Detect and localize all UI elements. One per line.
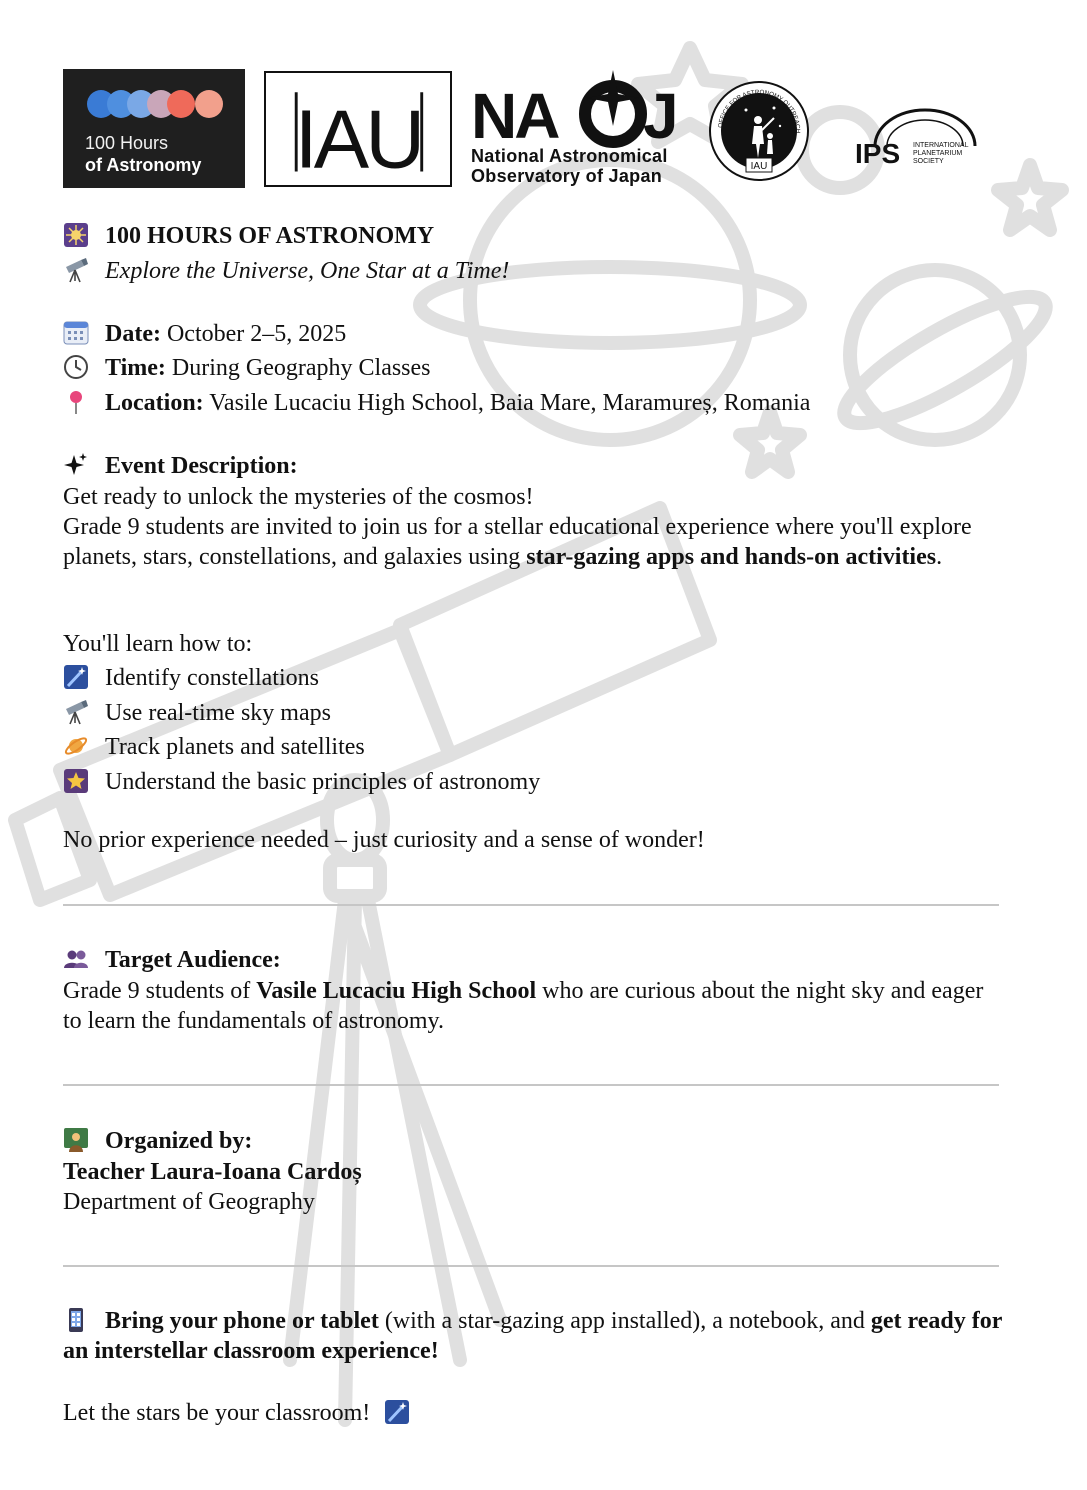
round-pushpin-icon xyxy=(63,389,89,415)
learn-item-text: Track planets and satellites xyxy=(105,734,365,760)
learn-item-text: Identify constellations xyxy=(105,665,319,691)
signoff-text: Let the stars be your classroom! xyxy=(63,1400,371,1426)
date-value: October 2–5, 2025 xyxy=(166,321,347,347)
organizer-heading xyxy=(63,1126,252,1156)
busts-icon xyxy=(63,946,89,972)
learn-item xyxy=(63,767,540,797)
audience-heading-text: Target Audience: xyxy=(105,947,281,973)
description-highlight: star-gazing apps and hands-on activities xyxy=(526,544,937,570)
partner-logos xyxy=(63,68,983,190)
oao-iau-text: IAU xyxy=(750,161,768,172)
closing-line: No prior experience needed – just curiosity and a sense of wonder! xyxy=(63,827,705,853)
school-name: Vasile Lucaciu High School xyxy=(256,978,537,1004)
audience-heading xyxy=(63,945,281,975)
organizer-department: Department of Geography xyxy=(63,1189,315,1215)
description-intro: Get ready to unlock the mysteries of the cosmos! xyxy=(63,484,534,510)
colored-dots-icon xyxy=(85,88,225,120)
location-line xyxy=(63,388,810,418)
location-label: Location: xyxy=(105,390,204,416)
audience-body: Grade 9 students of Vasile Lucaciu High School who are curious about the night sky and eager to learn the fundamentals of astronomy. xyxy=(63,978,984,1034)
signoff xyxy=(63,1398,410,1428)
naoj-mark-icon xyxy=(471,68,691,148)
naoj-name-line1: National Astronomical xyxy=(471,146,668,166)
oao-ring-text: OFFICE FOR ASTRONOMY OUTREACH xyxy=(717,88,802,134)
shooting-star-icon xyxy=(384,1399,410,1425)
description-body: Grade 9 students are invited to join us for a stellar educational experience where you'll explore planets, stars, constellations, and galaxies using star-gazing apps and hands-on activities. xyxy=(63,514,972,570)
time-value: During Geography Classes xyxy=(171,355,431,381)
description-heading xyxy=(63,451,298,481)
time-line xyxy=(63,353,431,383)
divider xyxy=(63,904,999,906)
ringed-planet-icon xyxy=(63,733,89,759)
naoj-logo xyxy=(471,68,691,190)
title-text: 100 HOURS OF ASTRONOMY xyxy=(105,223,435,249)
description-heading-text: Event Description: xyxy=(105,453,298,479)
svg-text:J: J xyxy=(643,80,679,148)
learn-item xyxy=(63,698,331,728)
learn-item xyxy=(63,732,365,762)
learn-item xyxy=(63,663,319,693)
naoj-name-line2: Observatory of Japan xyxy=(471,166,663,186)
star-card-icon xyxy=(63,768,89,794)
organizer-heading-text: Organized by: xyxy=(105,1128,253,1154)
teacher-icon xyxy=(63,1127,89,1153)
divider xyxy=(63,1265,999,1267)
bring-ready-text: get ready for an interstellar classroom experience! xyxy=(63,1308,1002,1364)
shooting-star-icon xyxy=(63,664,89,690)
iau-logo xyxy=(264,71,452,187)
divider xyxy=(63,1084,999,1086)
mobile-phone-icon xyxy=(63,1307,89,1333)
bring-note: Bring your phone or tablet (with a star-gazing app installed), a notebook, and get ready for an interstellar classroom experience! xyxy=(63,1308,1002,1364)
date-label: Date: xyxy=(105,321,161,347)
location-value: Vasile Lucaciu High School, Baia Mare, Maramureș, Romania xyxy=(209,390,811,416)
learn-item-text: Understand the basic principles of astronomy xyxy=(105,769,541,795)
telescope-icon xyxy=(63,699,89,725)
description-body-text: Grade 9 students are invited to join us for a stellar educational experience where you'll explore planets, stars, constellations, and galaxies using xyxy=(63,514,972,570)
date-line xyxy=(63,319,346,349)
bring-phone-text: Bring your phone or tablet xyxy=(105,1308,379,1334)
time-label: Time: xyxy=(105,355,166,381)
tagline xyxy=(63,256,509,286)
event-title xyxy=(63,221,434,251)
svg-text:NA: NA xyxy=(471,80,558,148)
sparkles-icon xyxy=(63,452,89,478)
ips-subtitle: INTERNATIONAL PLANETARIUM SOCIETY xyxy=(913,142,969,165)
100-hours-of-astronomy-logo xyxy=(63,69,245,188)
telescope-icon xyxy=(63,257,89,283)
organizer-name: Teacher Laura-Ioana Cardoș xyxy=(63,1159,362,1185)
clock-icon xyxy=(63,354,89,380)
logo-text-line1: 100 Hours xyxy=(85,133,169,153)
learn-item-text: Use real-time sky maps xyxy=(105,700,331,726)
learn-intro: You'll learn how to: xyxy=(63,631,253,657)
calendar-icon xyxy=(63,320,89,346)
ips-logo xyxy=(855,104,975,174)
logo-text-line2: of Astronomy xyxy=(85,155,202,175)
tagline-text: Explore the Universe, One Star at a Time! xyxy=(105,258,510,284)
iau-wordmark: IAU xyxy=(294,92,422,185)
ips-wordmark: IPS xyxy=(855,138,901,169)
milky-way-square-icon xyxy=(63,222,89,248)
office-for-astronomy-outreach-logo xyxy=(708,80,810,182)
